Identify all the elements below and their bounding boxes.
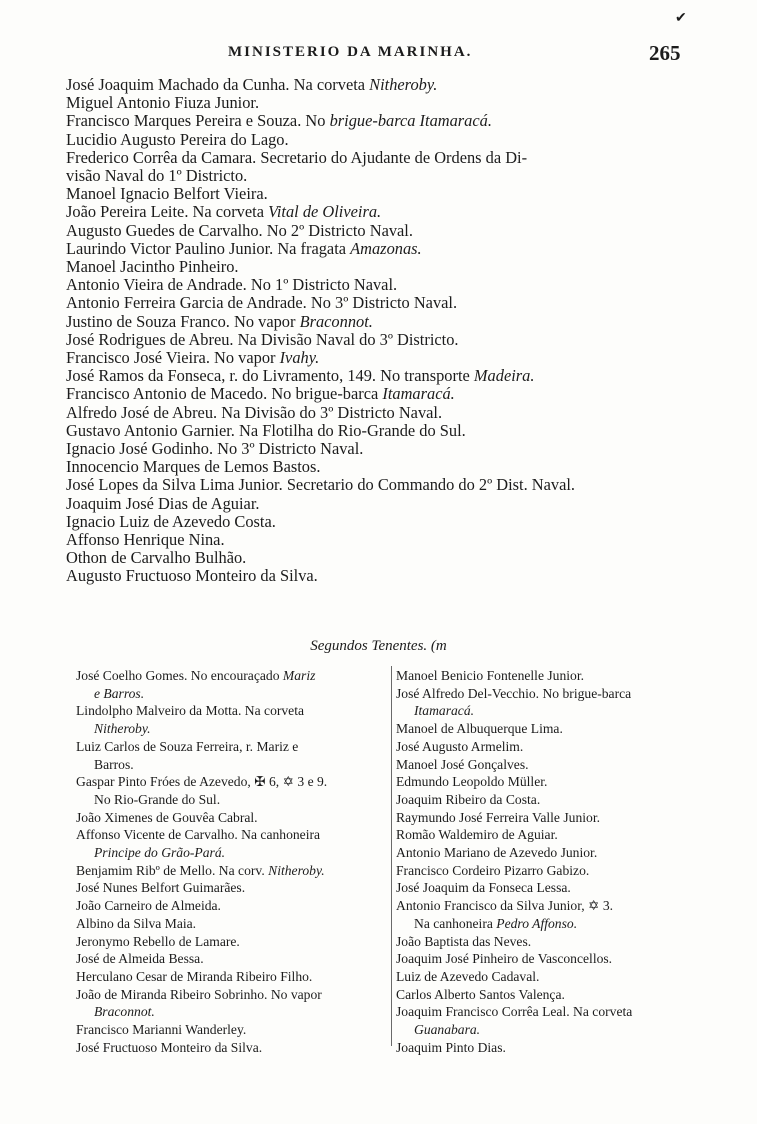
roster-entry — [66, 313, 716, 331]
ship-name: Ivahy. — [279, 348, 320, 368]
posting-note: ✡ 3. — [588, 898, 614, 914]
officer-name: Antonio Francisco da Silva Junior, — [396, 898, 585, 914]
roster-entry — [66, 167, 716, 185]
ship-name: Mariz — [282, 668, 316, 683]
roster-entry — [396, 702, 714, 720]
roster-entry — [76, 968, 388, 986]
officer-name: José Alfredo Del-Vecchio. — [396, 685, 540, 701]
posting-note: Na canhoneira — [414, 915, 493, 931]
posting-note: No 3º Districto Naval. — [217, 439, 364, 459]
roster-entry — [396, 809, 714, 827]
roster-entry — [76, 756, 388, 774]
posting-note: No 3º Districto Naval. — [310, 293, 458, 313]
roster-entry — [66, 531, 716, 549]
officer-name: João Carneiro de Almeida. — [76, 898, 221, 914]
officer-name: Manoel de Albuquerque Lima. — [396, 721, 563, 737]
right-column — [396, 667, 714, 1056]
roster-entry — [66, 513, 716, 531]
column-divider — [391, 666, 392, 1046]
ship-name: Principe do Grão-Pará. — [94, 845, 226, 861]
officer-name: Manoel Jacintho Pinheiro. — [66, 257, 239, 277]
ship-name: e Barros. — [94, 685, 145, 701]
officer-name: Jeronymo Rebello de Lamare. — [76, 933, 240, 949]
officer-name: Benjamim Ribº de Mello. — [76, 862, 216, 878]
roster-entry — [66, 185, 716, 203]
roster-entry — [66, 112, 716, 130]
roster-entry — [396, 986, 714, 1004]
corner-mark: ✔ — [675, 11, 687, 26]
officer-name: José Joaquim Machado da Cunha. — [66, 75, 290, 94]
ship-name: Amazonas. — [350, 238, 422, 258]
roster-entry — [396, 720, 714, 738]
officer-name: Barros. — [94, 756, 134, 772]
officer-name: Lindolpho Malveiro da Motta. — [76, 703, 242, 719]
roster-entry — [76, 791, 388, 809]
ship-name: brigue-barca Itamaracá. — [329, 111, 492, 131]
roster-entry — [66, 294, 716, 312]
ship-name: Nitheroby. — [268, 862, 325, 878]
roster-entry — [76, 862, 388, 880]
officer-name: Ignacio Luiz de Azevedo Costa. — [66, 511, 276, 531]
roster-entry — [76, 1003, 388, 1021]
roster-entry — [66, 94, 716, 112]
officer-name: Albino da Silva Maia. — [76, 915, 197, 931]
roster-entry — [66, 131, 716, 149]
officer-name: Alfredo José de Abreu. — [66, 402, 218, 422]
roster-entry — [66, 76, 716, 94]
roster-entry — [76, 933, 388, 951]
ship-name: Pedro Affonso. — [496, 915, 578, 931]
roster-entry — [76, 986, 388, 1004]
officer-name: Augusto Fructuoso Monteiro da Silva. — [66, 566, 318, 586]
officer-name: Affonso Vicente de Carvalho. — [76, 827, 238, 843]
roster-entry — [396, 844, 714, 862]
posting-note: No brigue-barca — [542, 685, 632, 701]
officer-name: Antonio Mariano de Azevedo Junior. — [396, 845, 598, 861]
officer-name: José Ramos da Fonseca, r. do Livramento, 149. — [66, 366, 377, 386]
officer-name: Lucidio Augusto Pereira do Lago. — [66, 129, 289, 149]
posting-note: No vapor — [234, 311, 296, 331]
posting-note: No vapor — [214, 348, 276, 368]
roster-entry — [76, 1039, 388, 1057]
roster-entry — [66, 367, 716, 385]
officer-name: Joaquim Pinto Dias. — [396, 1039, 506, 1055]
roster-entry — [66, 331, 716, 349]
roster-entry — [396, 826, 714, 844]
officer-name: José Fructuoso Monteiro da Silva. — [76, 1039, 263, 1055]
officer-name: Manoel Benicio Fontenelle Junior. — [396, 668, 585, 683]
posting-note: r. Mariz e — [245, 738, 299, 754]
posting-note: Na Divisão Naval do 3º Districto. — [237, 329, 459, 349]
posting-note: Na fragata — [277, 238, 347, 258]
roster-entry — [76, 950, 388, 968]
roster-entry — [66, 422, 716, 440]
posting-note: Na Divisão do 3º Districto Naval. — [221, 402, 443, 422]
officer-name: Frederico Corrêa da Camara. — [66, 147, 257, 167]
officer-name: Carlos Alberto Santos Valença. — [396, 986, 565, 1002]
officer-name: Manoel Ignacio Belfort Vieira. — [66, 184, 268, 204]
ship-name: Guanabara. — [414, 1022, 481, 1038]
posting-note: Na corveta — [244, 703, 305, 719]
posting-note: ✠ 6, ✡ 3 e 9. — [254, 774, 328, 790]
officer-name: Gustavo Antonio Garnier. — [66, 420, 235, 440]
posting-note: Na corv. — [218, 862, 265, 878]
officer-name: Francisco José Vieira. — [66, 348, 210, 368]
roster-entry — [66, 276, 716, 294]
roster-entry — [66, 476, 716, 494]
posting-note: Na corveta — [573, 1004, 633, 1020]
posting-note: No 1º Districto Naval. — [250, 275, 398, 295]
officer-name: Edmundo Leopoldo Müller. — [396, 774, 548, 790]
roster-entry — [76, 826, 388, 844]
roster-entry — [76, 897, 388, 915]
officer-name: Herculano Cesar de Miranda Ribeiro Filho. — [76, 968, 313, 984]
roster-entry — [66, 258, 716, 276]
posting-note: Na canhoneira — [241, 827, 321, 843]
roster-entry — [76, 809, 388, 827]
officer-name: Romão Waldemiro de Aguiar. — [396, 827, 558, 843]
roster-entry — [396, 879, 714, 897]
officer-name: Manoel José Gonçalves. — [396, 756, 529, 772]
ship-name: Braconnot. — [299, 311, 373, 331]
posting-note: No brigue-barca — [271, 384, 379, 404]
officer-name: Innocencio Marques de Lemos Bastos. — [66, 457, 321, 477]
officer-name: visão Naval do 1º Districto. — [66, 166, 248, 186]
roster-entry — [396, 756, 714, 774]
roster-entry — [396, 791, 714, 809]
roster-entry — [76, 844, 388, 862]
officer-name: José Rodrigues de Abreu. — [66, 329, 234, 349]
officer-name: Joaquim José Dias de Aguiar. — [66, 493, 260, 513]
roster-entry — [396, 915, 714, 933]
officer-name: João Baptista das Neves. — [396, 933, 532, 949]
officer-list — [66, 76, 716, 586]
ship-name: Itamaracá. — [414, 703, 475, 719]
roster-entry — [66, 149, 716, 167]
page-header — [0, 41, 757, 68]
roster-entry — [66, 440, 716, 458]
officer-name: Joaquim Francisco Corrêa Leal. — [396, 1004, 570, 1020]
officer-name: João Ximenes de Gouvêa Cabral. — [76, 809, 258, 825]
roster-entry — [66, 240, 716, 258]
roster-entry — [76, 685, 388, 703]
officer-name: José Augusto Armelim. — [396, 738, 524, 754]
roster-entry — [76, 879, 388, 897]
posting-note: No vapor — [270, 986, 322, 1002]
ship-name: Vital de Oliveira. — [268, 202, 382, 222]
posting-note: No 2º Districto Naval. — [266, 220, 413, 240]
officer-name: Francisco Marques Pereira e Souza. — [66, 111, 302, 131]
officer-name: José Nunes Belfort Guimarães. — [76, 880, 246, 896]
officer-name: Laurindo Victor Paulino Junior. — [66, 238, 274, 258]
officer-name: Francisco Antonio de Macedo. — [66, 384, 268, 404]
posting-note: Na corveta — [293, 75, 366, 94]
officer-name: José Lopes da Silva Lima Junior. — [66, 475, 283, 495]
officer-name: João de Miranda Ribeiro Sobrinho. — [76, 986, 268, 1002]
posting-note: Na Flotilha do Rio-Grande do Sul. — [239, 420, 466, 440]
officer-name: Gaspar Pinto Fróes de Azevedo, — [76, 774, 251, 790]
officer-name: José Joaquim da Fonseca Lessa. — [396, 880, 571, 896]
roster-entry — [76, 915, 388, 933]
roster-entry — [396, 950, 714, 968]
roster-entry — [396, 738, 714, 756]
running-title: MINISTERIO DA MARINHA. — [228, 44, 473, 60]
roster-entry — [66, 385, 716, 403]
roster-entry — [76, 773, 388, 791]
posting-note: No encouraçado — [190, 668, 280, 683]
roster-entry — [396, 862, 714, 880]
officer-name: Augusto Guedes de Carvalho. — [66, 220, 263, 240]
officer-name: Luiz Carlos de Souza Ferreira, — [76, 738, 243, 754]
officer-name: Joaquim José Pinheiro de Vasconcellos. — [396, 951, 613, 967]
roster-entry — [66, 404, 716, 422]
officer-name: Antonio Vieira de Andrade. — [66, 275, 247, 295]
ship-name: Nitheroby. — [94, 721, 151, 737]
roster-entry — [76, 720, 388, 738]
roster-entry — [396, 1003, 714, 1021]
officer-name: Luiz de Azevedo Cadaval. — [396, 968, 540, 984]
posting-note: No transporte — [380, 366, 470, 386]
roster-entry — [66, 349, 716, 367]
ship-name: Braconnot. — [94, 1004, 155, 1020]
posting-note: Na corveta — [192, 202, 264, 222]
officer-name: Francisco Marianni Wanderley. — [76, 1022, 247, 1038]
roster-entry — [66, 458, 716, 476]
roster-entry — [76, 702, 388, 720]
section-heading: Segundos Tenentes. (m — [310, 638, 447, 654]
officer-name: Affonso Henrique Nina. — [66, 530, 225, 550]
roster-entry — [396, 897, 714, 915]
officer-name: Raymundo José Ferreira Valle Junior. — [396, 809, 600, 825]
roster-entry — [66, 203, 716, 221]
roster-entry — [66, 567, 716, 585]
officer-name: No Rio-Grande do Sul. — [94, 791, 221, 807]
roster-entry — [396, 773, 714, 791]
roster-entry — [396, 1021, 714, 1039]
posting-note: Secretario do Ajudante de Ordens da Di- — [260, 147, 528, 167]
roster-entry — [76, 1021, 388, 1039]
ship-name: Madeira. — [473, 366, 535, 386]
ship-name: Nitheroby. — [369, 75, 438, 94]
officer-name: José Coelho Gomes. — [76, 668, 188, 683]
roster-entry — [396, 667, 714, 685]
officer-name: Justino de Souza Franco. — [66, 311, 230, 331]
ship-name: Itamaracá. — [382, 384, 455, 404]
posting-note: Secretario do Commando do 2º Dist. Naval. — [286, 475, 576, 495]
page-number: 265 — [649, 41, 681, 65]
officer-name: José de Almeida Bessa. — [76, 951, 204, 967]
roster-entry — [396, 933, 714, 951]
roster-entry — [76, 738, 388, 756]
roster-entry — [396, 685, 714, 703]
officer-name: Antonio Ferreira Garcia de Andrade. — [66, 293, 307, 313]
roster-entry — [66, 222, 716, 240]
roster-entry — [396, 1039, 714, 1057]
roster-entry — [66, 495, 716, 513]
roster-entry — [396, 968, 714, 986]
officer-name: Joaquim Ribeiro da Costa. — [396, 791, 541, 807]
officer-name: Othon de Carvalho Bulhão. — [66, 548, 247, 568]
officer-name: Miguel Antonio Fiuza Junior. — [66, 93, 260, 113]
posting-note: No — [305, 111, 326, 131]
roster-entry — [76, 667, 388, 685]
officer-name: Francisco Cordeiro Pizarro Gabizo. — [396, 862, 590, 878]
left-column — [76, 667, 388, 1056]
roster-entry — [66, 549, 716, 567]
officer-name: João Pereira Leite. — [66, 202, 189, 222]
officer-name: Ignacio José Godinho. — [66, 439, 214, 459]
